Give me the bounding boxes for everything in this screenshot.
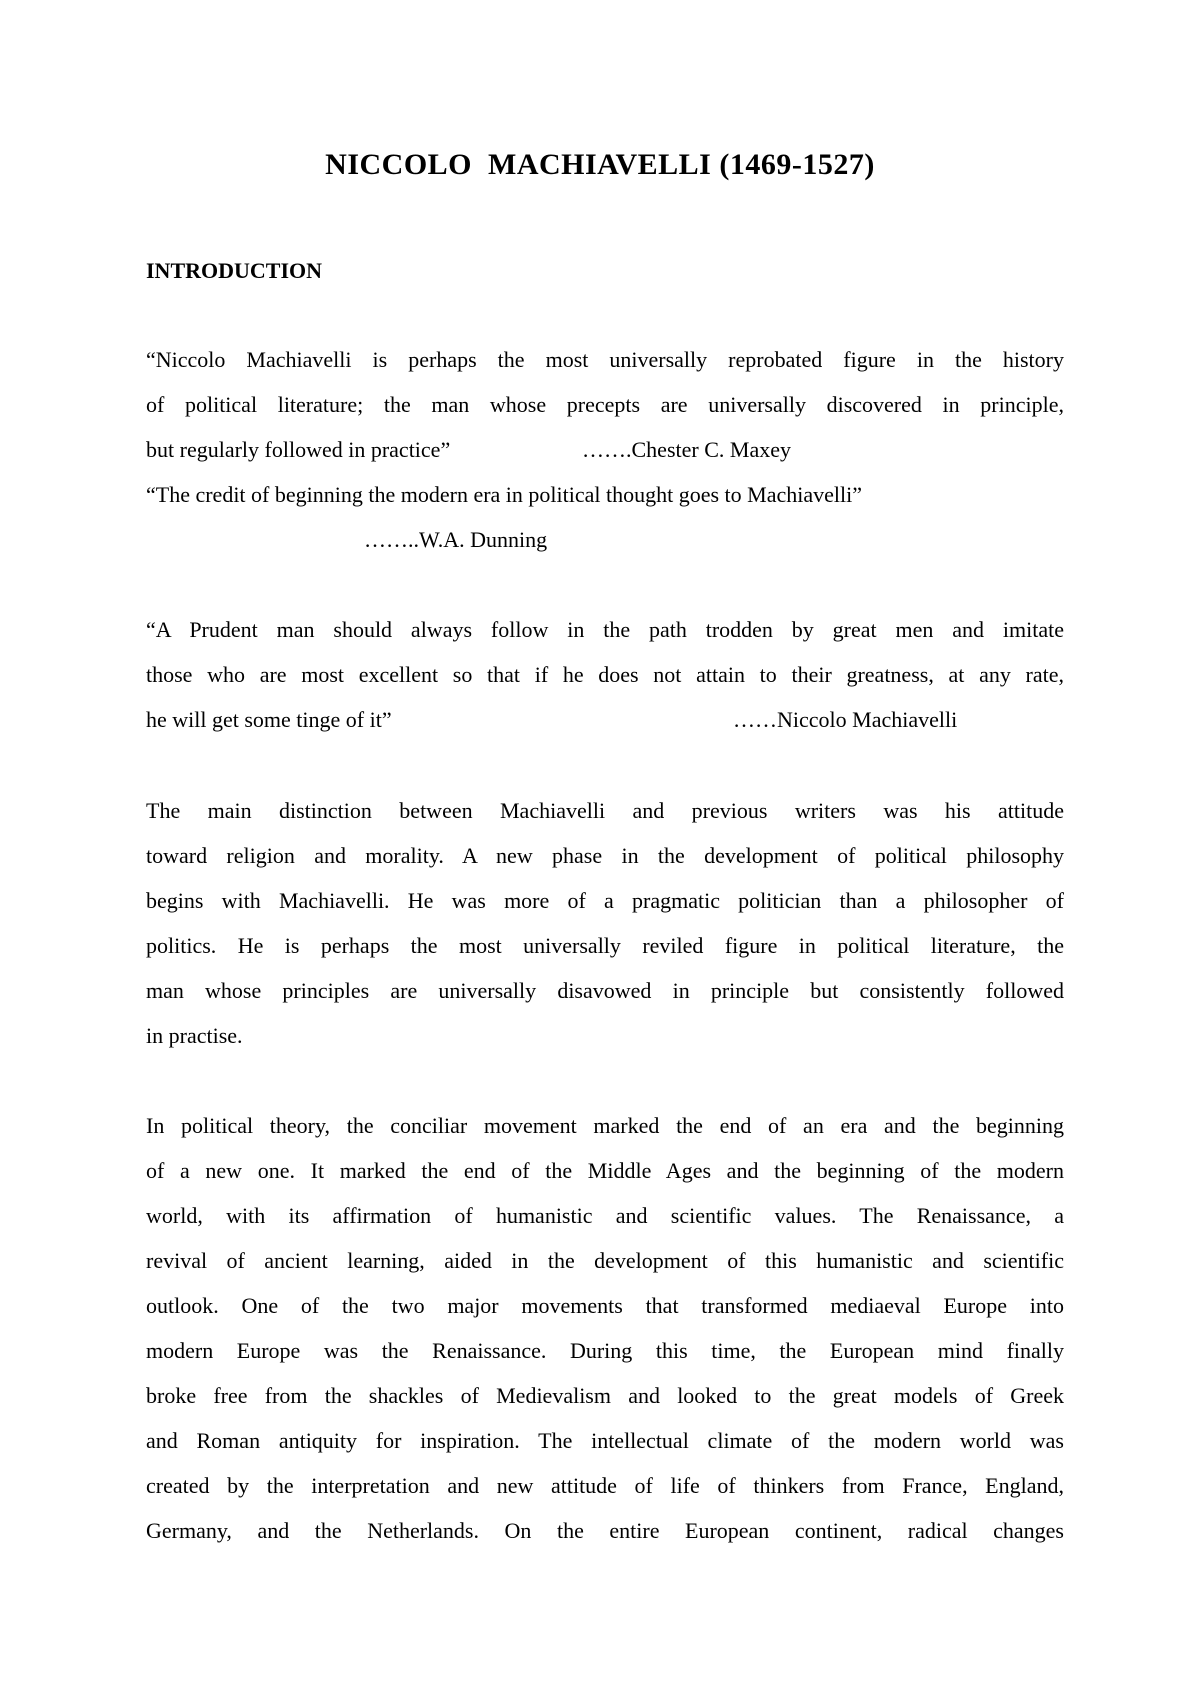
quote1-line-1: “Niccolo Machiavelli is perhaps the most universally reprobated figure in the history [146,347,1064,372]
para2-line-10: Germany, and the Netherlands. On the entire European continent, radical changes [146,1518,1064,1543]
para2-line-3: world, with its affirmation of humanistic and scientific values. The Renaissance, a [146,1203,1064,1228]
para2-line-2: of a new one. It marked the end of the Middle Ages and the beginning of the modern [146,1158,1064,1183]
para2-line-6: modern Europe was the Renaissance. During this time, the European mind finally [146,1338,1064,1363]
quote3-line-2: those who are most excellent so that if he does not attain to their greatness, at any rate, [146,662,1064,687]
quote3-line-1: “A Prudent man should always follow in the path trodden by great men and imitate [146,617,1064,642]
section-heading: INTRODUCTION [146,258,323,283]
para1-line-5: man whose principles are universally disavowed in principle but consistently followed [146,978,1064,1003]
para1-line-4: politics. He is perhaps the most universally reviled figure in political literature, the [146,933,1064,958]
para2-line-7: broke free from the shackles of Medievalism and looked to the great models of Greek [146,1383,1064,1408]
para2-line-5: outlook. One of the two major movements that transformed mediaeval Europe into [146,1293,1064,1318]
quote1-attribution: …….Chester C. Maxey [582,437,791,462]
para2-line-4: revival of ancient learning, aided in the development of this humanistic and scientific [146,1248,1064,1273]
para1-line-1: The main distinction between Machiavelli and previous writers was his attitude [146,798,1064,823]
quote3-line-3: he will get some tinge of it” [146,707,392,732]
document-title: NICCOLO MACHIAVELLI (1469-1527) [325,148,875,181]
para1-line-3: begins with Machiavelli. He was more of a pragmatic politician than a philosopher of [146,888,1064,913]
quote1-line-2: of political literature; the man whose precepts are universally discovered in principle, [146,392,1064,417]
para2-line-9: created by the interpretation and new attitude of life of thinkers from France, England, [146,1473,1064,1498]
quote1-line-3: but regularly followed in practice” [146,437,451,462]
quote2-attribution: ……..W.A. Dunning [364,527,548,552]
para2-line-8: and Roman antiquity for inspiration. The intellectual climate of the modern world was [146,1428,1064,1453]
para1-line-2: toward religion and morality. A new phase in the development of political philosophy [146,843,1064,868]
quote2-line: “The credit of beginning the modern era in political thought goes to Machiavelli” [146,482,862,507]
para1-line-6: in practise. [146,1023,243,1048]
quote3-attribution: ……Niccolo Machiavelli [733,707,958,732]
para2-line-1: In political theory, the conciliar movement marked the end of an era and the beginning [146,1113,1064,1138]
